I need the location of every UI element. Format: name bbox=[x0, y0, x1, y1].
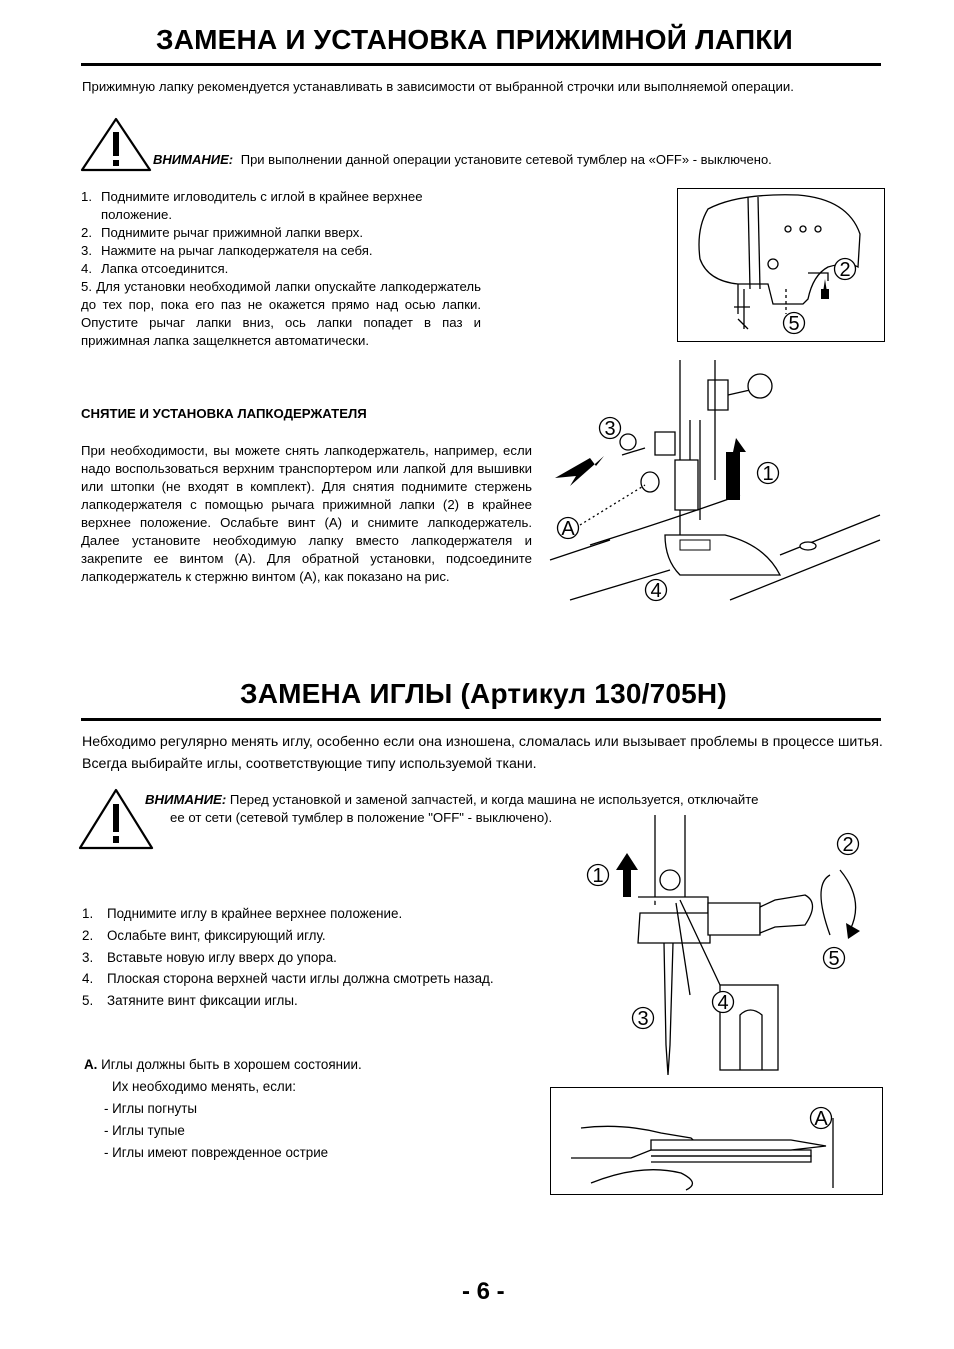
list-item: 3. Вставьте новую иглу вверх до упора. bbox=[82, 949, 337, 965]
figure-needle-check bbox=[550, 1087, 883, 1195]
figure-machine-head bbox=[677, 188, 885, 342]
step-number: 1. bbox=[81, 189, 92, 204]
warning-text: При выполнении данной операции установите сетевой тумблер на «OFF» - выключено. bbox=[240, 152, 772, 167]
callout-1 bbox=[588, 865, 609, 888]
figure-needle-clamp bbox=[580, 815, 880, 1085]
list-item: 2. Ослабьте винт, фиксирующий иглу. bbox=[82, 927, 326, 943]
svg-text:4: 4 bbox=[650, 580, 662, 602]
svg-text:1: 1 bbox=[762, 463, 774, 485]
list-item: - Иглы погнуты bbox=[104, 1101, 197, 1116]
list-item: 1. Поднимите иглу в крайнее верхнее положение. bbox=[82, 906, 403, 921]
figure-foot-holder bbox=[550, 360, 880, 610]
step-text: Для установки необходимой лапки опускайте лапкодержатель до тех пор, пока его паз не окажется прямо над осью лапки. Опустите рычаг лапки вниз, ось лапки попадет в паз и прижимная лапка защелкнется автоматически. bbox=[81, 279, 481, 348]
note-line: Их необходимо менять, если: bbox=[112, 1079, 296, 1094]
warning-triangle-icon bbox=[80, 116, 152, 172]
section1-subheading: СНЯТИЕ И УСТАНОВКА ЛАПКОДЕРЖАТЕЛЯ bbox=[81, 406, 367, 421]
callout-A bbox=[809, 1106, 833, 1130]
section1-rule bbox=[81, 63, 881, 66]
callout-3 bbox=[633, 1008, 654, 1031]
step-number: 4. bbox=[81, 261, 92, 276]
section2-intro: Небходимо регулярно менять иглу, особенно если она изношена, сломалась или вызывает проблемы в процессе шитья. Всегда выбирайте иглы, соответствующие типу используемой ткани. bbox=[82, 734, 883, 772]
section1-steps bbox=[81, 188, 481, 350]
callout-5 bbox=[782, 311, 806, 335]
warning-label: ВНИМАНИЕ: bbox=[145, 792, 227, 807]
warning-triangle-icon bbox=[78, 787, 154, 851]
step-text: Нажмите на рычаг лапкодержателя на себя. bbox=[101, 243, 373, 258]
section2-title: ЗАМЕНА ИГЛЫ (Артикул 130/705H) bbox=[240, 678, 727, 709]
section2-rule bbox=[81, 718, 881, 721]
step-number: 2. bbox=[81, 225, 92, 240]
section2-steps bbox=[82, 903, 512, 1012]
svg-text:5: 5 bbox=[788, 313, 800, 335]
svg-text:A: A bbox=[814, 1108, 828, 1130]
svg-text:3: 3 bbox=[604, 418, 616, 440]
warning-text: Перед установкой и заменой запчастей, и когда машина не используется, отключайте bbox=[229, 792, 759, 807]
section1-title: ЗАМЕНА И УСТАНОВКА ПРИЖИМНОЙ ЛАПКИ bbox=[156, 24, 793, 55]
list-item: - Иглы тупые bbox=[104, 1123, 185, 1138]
warning-text-cont: ее от сети (сетевой тумблер в положение "OFF" - выключено). bbox=[170, 810, 553, 825]
callout-1 bbox=[758, 463, 779, 486]
svg-text:3: 3 bbox=[637, 1008, 649, 1030]
step-number: 5. bbox=[81, 279, 92, 294]
svg-text:2: 2 bbox=[842, 834, 854, 856]
page-number: - 6 - bbox=[462, 1278, 505, 1305]
callout-2 bbox=[838, 834, 859, 857]
callout-5 bbox=[824, 948, 845, 971]
list-item bbox=[81, 278, 481, 350]
list-item bbox=[81, 224, 481, 242]
callout-A bbox=[558, 518, 579, 541]
note-letter: A. bbox=[84, 1057, 98, 1072]
svg-text:2: 2 bbox=[839, 259, 851, 281]
callout-2 bbox=[833, 257, 857, 281]
callout-3 bbox=[600, 418, 621, 441]
svg-text:4: 4 bbox=[717, 992, 729, 1014]
callout-4 bbox=[646, 580, 667, 603]
list-item bbox=[81, 188, 481, 224]
list-item bbox=[81, 242, 481, 260]
list-item: - Иглы имеют поврежденное острие bbox=[104, 1145, 329, 1160]
section2-note bbox=[84, 1054, 362, 1164]
svg-text:A: A bbox=[561, 518, 575, 540]
list-item: 5. Затяните винт фиксации иглы. bbox=[82, 993, 298, 1009]
section1-intro: Прижимную лапку рекомендуется устанавливать в зависимости от выбранной строчки или выполняемой операции. bbox=[82, 79, 794, 94]
step-text: Поднимите рычаг прижимной лапки вверх. bbox=[101, 225, 364, 240]
step-text: Поднимите игловодитель с иглой в крайнее верхнее положение. bbox=[101, 189, 423, 222]
step-text: Лапка отсоединится. bbox=[101, 261, 229, 276]
list-item bbox=[81, 260, 481, 278]
step-number: 3. bbox=[81, 243, 92, 258]
warning-label: ВНИМАНИЕ: bbox=[153, 152, 234, 167]
section1-warning bbox=[153, 152, 772, 167]
svg-text:5: 5 bbox=[828, 948, 840, 970]
section1-subtext: При необходимости, вы можете снять лапкодержатель, например, если надо воспользоваться верхним транспортером или лапкой для вышивки или штопки (не входят в комплект). Для снятия поднимите стержень лапкодержателя с помощью рычага прижимной лапки (2) в крайнее верхнее положение. Ослабьте винт (А) и снимите лапкодержатель. Далее установите необходимую лапку вместо лапкодержателя и закрепите ее винтом (А). Для обратной установки, подсоедините лапкодержатель к стержню винтом (А), как показано на рис. bbox=[81, 443, 532, 584]
note-line: Иглы должны быть в хорошем состоянии. bbox=[101, 1057, 362, 1072]
svg-text:1: 1 bbox=[592, 865, 604, 887]
list-item: 4. Плоская сторона верхней части иглы должна смотреть назад. bbox=[82, 971, 494, 987]
